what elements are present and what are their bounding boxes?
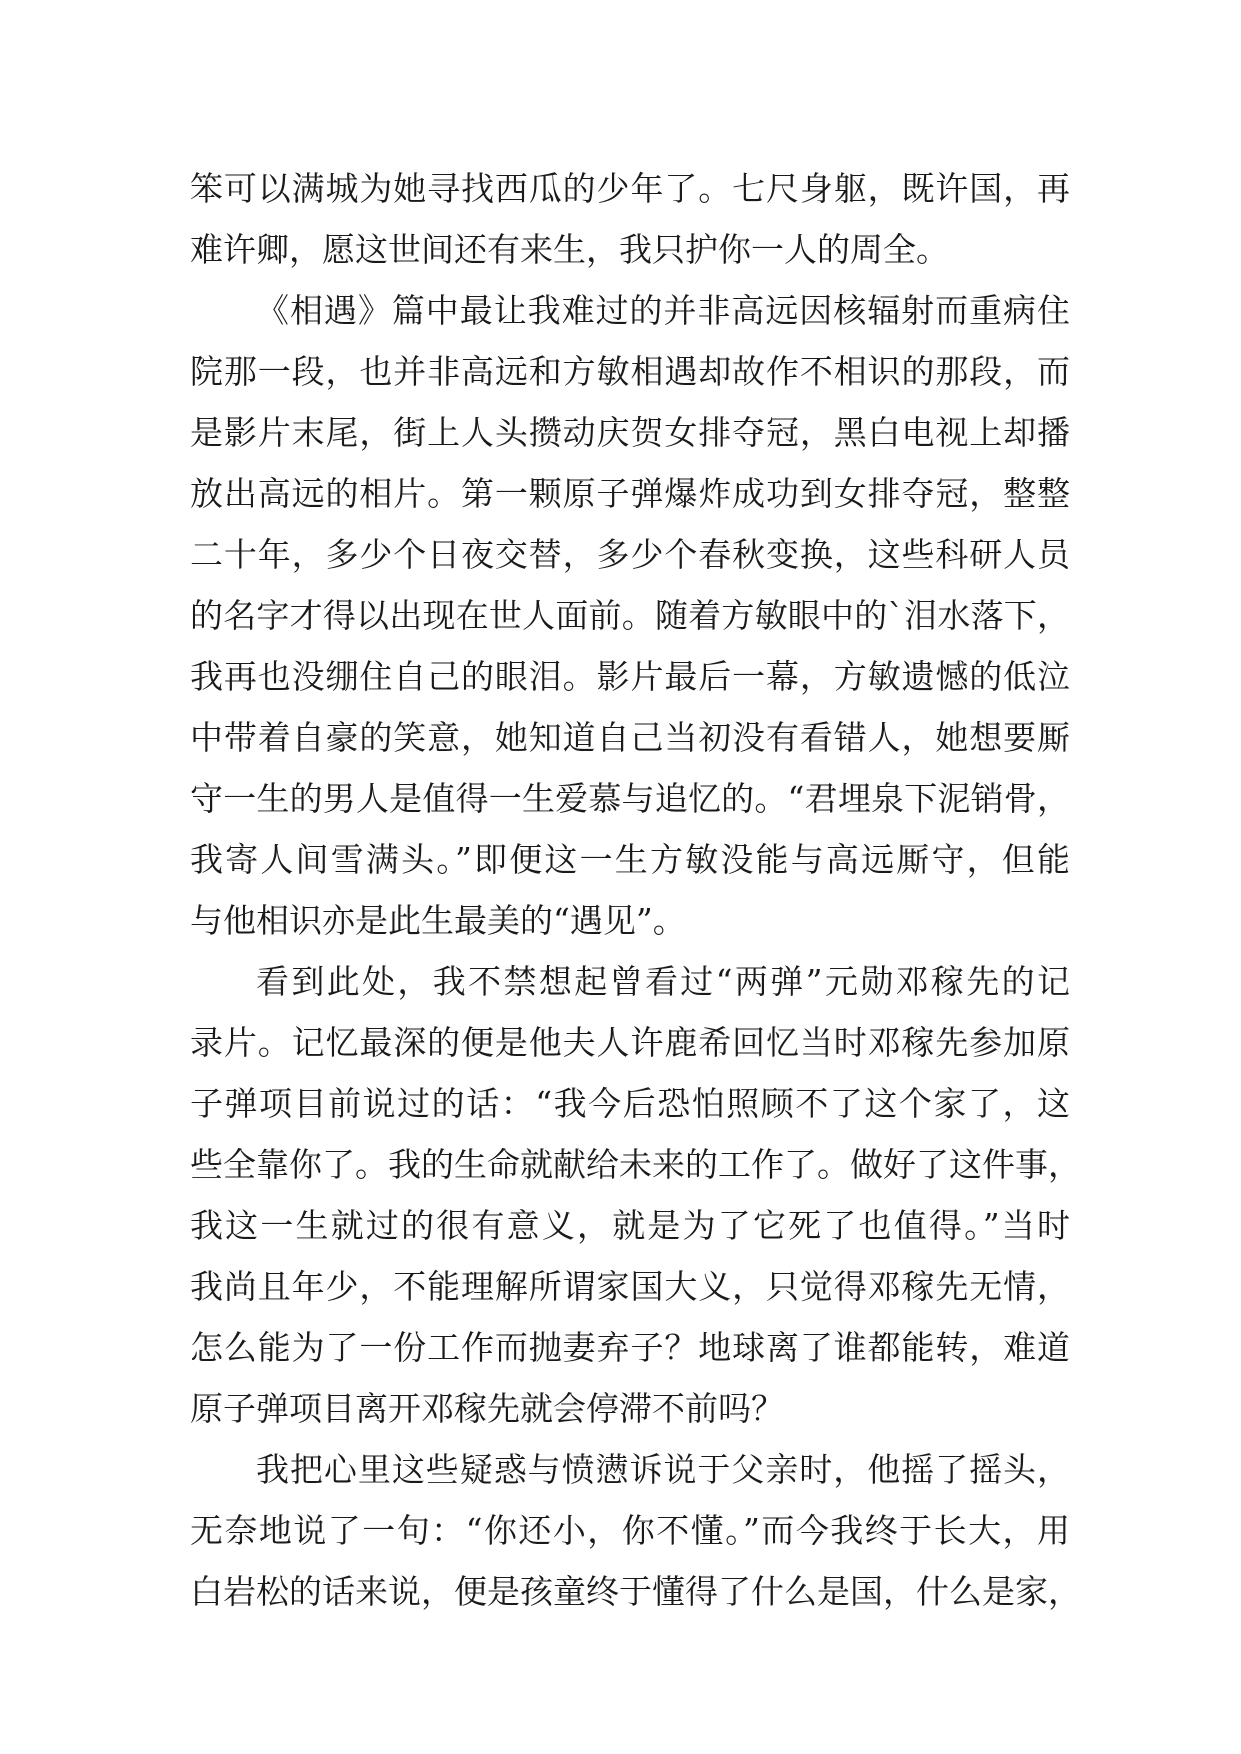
text-line: 我再也没绷住自己的眼泪。影片最后一幕，方敏遗憾的低泣 [190,657,1070,696]
text-line: 些全靠你了。我的生命就献给未来的工作了。做好了这件事， [190,1145,1081,1184]
text-line: 放出高远的相片。第一颗原子弹爆炸成功到女排夺冠，整整 [190,474,1070,513]
text-line: 怎么能为了一份工作而抛妻弃子？地球离了谁都能转，难道 [190,1328,1070,1367]
paragraph [190,158,1070,280]
text-line: 二十年，多少个日夜交替，多少个春秋变换，这些科研人员 [190,535,1070,574]
text-line: 是影片末尾，街上人头攒动庆贺女排夺冠，黑白电视上却播 [190,413,1070,452]
text-line: 看到此处，我不禁想起曾看过“两弹”元勋邓稼先的记 [256,962,1070,1001]
paragraph [190,1439,1081,1622]
text-line: 的名字才得以出现在世人面前。随着方敏眼中的`泪水落下， [190,596,1070,635]
text-line: 院那一段，也并非高远和方敏相遇却故作不相识的那段，而 [190,352,1070,391]
text-line: 《相遇》篇中最让我难过的并非高远因核辐射而重病住 [256,291,1070,330]
text-line: 我寄人间雪满头。”即便这一生方敏没能与高远厮守，但能 [190,840,1070,879]
text-line: 难许卿，愿这世间还有来生，我只护你一人的周全。 [190,230,949,269]
text-line: 我尚且年少，不能理解所谓家国大义，只觉得邓稼先无情， [190,1267,1070,1306]
document-body [190,158,1081,1622]
text-line: 笨可以满城为她寻找西瓜的少年了。七尺身躯，既许国，再 [190,169,1070,208]
text-line: 原子弹项目离开邓稼先就会停滞不前吗？ [190,1389,784,1428]
paragraph [190,280,1070,951]
text-line: 无奈地说了一句：“你还小，你不懂。”而今我终于长大，用 [190,1511,1070,1550]
paragraph [190,951,1081,1439]
text-line: 守一生的男人是值得一生爱慕与追忆的。“君埋泉下泥销骨， [190,779,1070,818]
text-line: 与他相识亦是此生最美的“遇见”。 [190,901,686,940]
text-line: 子弹项目前说过的话：“我今后恐怕照顾不了这个家了，这 [190,1084,1070,1123]
text-line: 白岩松的话来说，便是孩童终于懂得了什么是国，什么是家， [190,1572,1081,1611]
text-line: 录片。记忆最深的便是他夫人许鹿希回忆当时邓稼先参加原 [190,1023,1070,1062]
text-line: 我这一生就过的很有意义，就是为了它死了也值得。”当时 [190,1206,1070,1245]
text-line: 中带着自豪的笑意，她知道自己当初没有看错人，她想要厮 [190,718,1070,757]
text-line: 我把心里这些疑惑与愤懑诉说于父亲时，他摇了摇头， [256,1450,1070,1489]
